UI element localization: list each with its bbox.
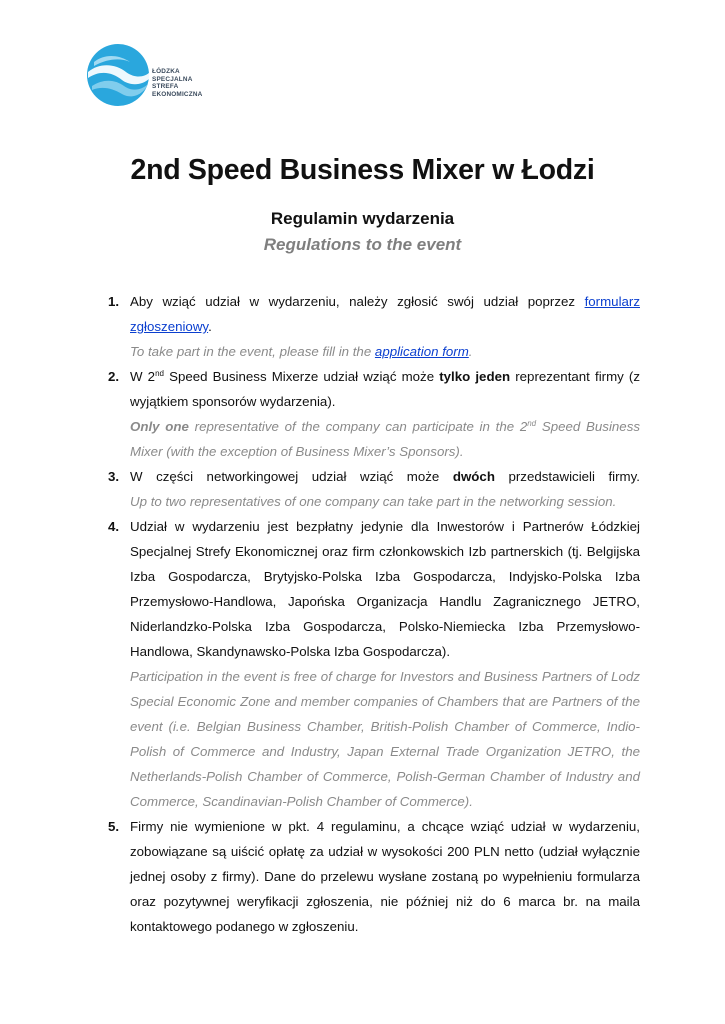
logo-emblem-icon	[86, 42, 152, 108]
logo-line: EKONOMICZNA	[152, 90, 203, 98]
rules-list	[108, 289, 640, 939]
rule-text-segment: W 2	[130, 369, 156, 384]
document-subtitle-english: Regulations to the event	[263, 235, 462, 254]
rule-text-segment: .	[208, 319, 212, 334]
rule-text-emphasis: dwóch	[452, 469, 495, 484]
document-subtitle: Regulamin wydarzenia	[270, 209, 455, 228]
rule-text-en: Participation in the event is free of charge for Investors and Business Partners of Lodz Special Economic Zone and member companies of Chambers that are Partners of the event (i.e. Belgian Business Chamber, British-Polish Chamber of Commerce, Indio-Polish of Commerce and Industry, Japan External Trade Organization JETRO, the Netherlands-Polish Chamber of Commerce, Polish-German Chamber of Industry and Commerce, Scandinavian-Polish Chamber of Commerce).	[130, 669, 640, 809]
rule-number: 5.	[108, 819, 120, 834]
logo-line: ŁÓDZKA	[152, 68, 180, 75]
registration-form-link[interactable]: formularz zgłoszeniowy	[130, 294, 640, 334]
ordinal-superscript: nd	[155, 369, 164, 378]
rule-text-emphasis: Only one	[130, 419, 189, 434]
rule-text-pl	[130, 289, 640, 339]
rule-text-segment: To take part in the event, please fill in the	[130, 344, 375, 359]
rule-text-pl: Udział w wydarzeniu jest bezpłatny jedynie dla Inwestorów i Partnerów Łódzkiej Specjalnej Strefy Ekonomicznej oraz firm członkowskich Izb partnerskich (tj. Belgijska Izba Gospodarcza, Brytyjsko-Polska Izba Gospodarcza, Indyjsko-Polska Izba Przemysłowo-Handlowa, Japońska Organizacja Handlu Zagranicznego JETRO, Niderlandzko-Polska Izba Gospodarcza, Polsko-Niemiecka Izba Przemysłowo-Handlowa, Skandynawsko-Polska Izba Gospodarcza).	[130, 519, 640, 659]
lsez-logo	[86, 42, 216, 108]
rule-item-4	[108, 514, 640, 814]
rule-text-segment: Speed Business Mixerze udział wziąć może	[163, 369, 440, 384]
rule-item-1	[108, 289, 640, 364]
rule-text-segment: Speed Business Mixer (with the exception of Business Mixer’s Sponsors).	[130, 419, 640, 459]
application-form-link[interactable]: application form	[374, 344, 469, 359]
rule-number: 1.	[108, 294, 120, 309]
rule-item-5	[108, 814, 640, 939]
rule-text-segment: reprezentant firmy (z wyjątkiem sponsorów wydarzenia).	[130, 369, 640, 409]
ordinal-superscript: nd	[527, 419, 537, 428]
logo-line: STREFA	[152, 83, 179, 91]
rule-number: 3.	[108, 469, 120, 484]
logo-text	[152, 68, 202, 98]
rule-item-3	[108, 464, 640, 514]
rule-text-segment: representative of the company can participate in the 2	[188, 419, 528, 434]
rule-text-segment: W części networkingowej udział wziąć może	[130, 469, 453, 484]
rule-text-pl	[130, 464, 640, 489]
rule-text-pl: Firmy nie wymienione w pkt. 4 regulaminu, a chcące wziąć udział w wydarzeniu, zobowiązane są uiścić opłatę za udział w wysokości 200 PLN netto (udział wyłącznie jednej osoby z firmy). Dane do przelewu wysłane zostaną po wypełnieniu formularza oraz pozytywnej weryfikacji zgłoszenia, nie później niż do 6 marca br. na maila kontaktowego podanego w zgłoszeniu.	[130, 819, 640, 934]
logo-line: SPECJALNA	[152, 75, 193, 83]
rule-number: 4.	[108, 519, 120, 534]
rule-text-segment: Aby wziąć udział w wydarzeniu, należy zgłosić swój udział poprzez	[130, 294, 585, 309]
document-title: 2nd Speed Business Mixer w Łodzi	[130, 154, 595, 186]
rule-number: 2.	[108, 369, 120, 384]
rule-text-pl	[130, 364, 640, 414]
rule-text-segment: przedstawicieli firmy.	[494, 469, 640, 484]
rule-text-en	[130, 339, 640, 364]
rule-text-en	[130, 414, 640, 464]
rule-item-2	[108, 364, 640, 464]
rule-text-segment: .	[468, 344, 473, 359]
rule-text-en: Up to two representatives of one company can take part in the networking session.	[130, 494, 617, 509]
rule-text-emphasis: tylko jeden	[439, 369, 511, 384]
